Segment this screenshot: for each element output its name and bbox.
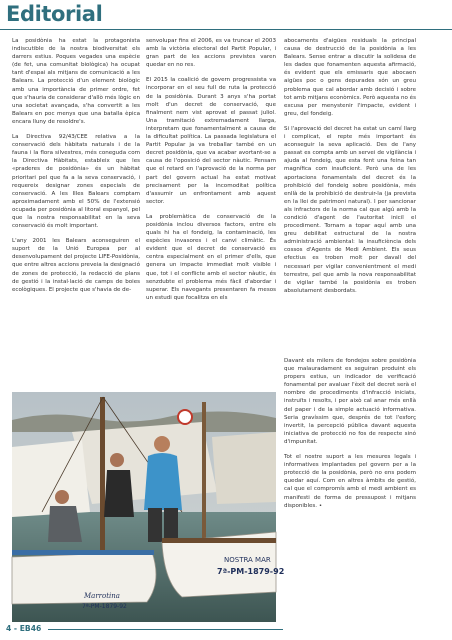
- paragraph: L'any 2001 les Balears aconseguiren el suport de la Unió Europea per al desenvolupament del projecte LIFE-Posidònia, que entre altres accions preveia la designació de zones de protecció, la redacció de plans de gestió i la instal·lació de camps de boies ecològiques. El projecte que s'havia de de-: [12, 238, 140, 293]
- life-ring: [178, 410, 192, 424]
- boat-name: NOSTRA MAR: [224, 556, 271, 564]
- paragraph: Tot el nostre suport a les mesures legals i informatives implantades pel govern per a la protecció de la posidònia, però no ens podem quedar aquí. Com en altres àmbits de gestió, cal que el compromís amb el medi ambient es manifesti de forma de pressupost i mitjans disponibles. •: [284, 454, 416, 509]
- paragraph: Si l'aprovació del decret ha estat un camí llarg i complicat, el repte més important és aconseguir la seva aplicació. Des de l'any passat es compta amb un servei de vigilància i ajuda al fondeig, que esta fent una feina tan magnífica com insuficient. Però una de les aportacions fonamentals del decret és la prohibició del fondeig sobre posidònia, més enllà de la prohibició de destruir-la (ja prevista en la llei de patrimoni natural). I per sancionar als infractors de la norma cal que algú amb la condició d'agent de l'autoritat iniciï el procediment. Tornam a topar aquí amb una greu debilitat estructural de la nostra administració ambiental: la insuficiència dels cossos d'Agents de Medi Ambient. Els seus efectius es troben molt per davall del necessari per vigilar convenientment el medi terrestre, pel que amb la nova responsabilitat de vigilar també la posidònia es troben absolutament desbordats.: [284, 125, 416, 294]
- paragraph: Davant els milers de fondejos sobre posidònia que malauradament es seguiran produint els propers estius, un indicador de verificació fonamental per avaluar l'èxit del decret serà el nombre de procediments d'infracció iniciats, instruïts i resolts, i per això cal anar més enllà del paper i de la simple actuació informativa. Seria gravíssim que, després de tot l'esforç invertit, la percepció pública davant aquesta iniciativa de protecció no fos de respecte sinó d'impunitat.: [284, 358, 416, 445]
- text-column-3: [284, 37, 416, 302]
- harbor-photo-illustration: [12, 392, 285, 622]
- mast: [100, 397, 105, 567]
- boat-name: Marrotina: [84, 592, 120, 600]
- paragraph: senvolupar fins el 2006, es va truncar el 2003 amb la victòria electoral del Partit Popular, i gran part de les accions previstes varen quedar en no res.: [146, 38, 276, 69]
- title-divider: [0, 29, 452, 30]
- paragraph: El 2015 la coalició de govern progressista va incorporar en el seu full de ruta la protecció de la posidònia. Durant 3 anys s'ha portat molt d'un decret de conservació, que finalment nem vist aprovat el passat juliol. Una tramitació extremadament llarga, interpretam que fonamentalment a causa de la dificultat política. La passada legislatura el Partit Popular ja va treballar també en un decret posidònia, que va acabar avortant-se a causa de l'oposició del sector nàutic. Pensam que el retard en l'aprovació de la norma per part del govern actual ha estat motivat precisament per la incomoditat política d'assumir un enfrontament amb aquest sector.: [146, 77, 276, 205]
- sail: [72, 422, 217, 504]
- boat-gunwale: [12, 550, 154, 555]
- paragraph: La problemàtica de conservació de la posidònia inclou diversos factors, entre els quals hi ha el fondeig, la contaminació, les espècies invasores i el canvi climàtic. És evident que el decret de conservació es centra especialment en el primer d'ells, que genera un impacte immediat molt visible i que, tot i el conflicte amb el sector nàutic, és senzdubte el problema més fàcil d'abordar i superar. Els navegants presentaren fa mesos un estudi que focalitza en els: [146, 213, 276, 301]
- text-column-2: [146, 37, 276, 309]
- footer-divider: [48, 629, 283, 630]
- boat-registration: 7ª-PM-1879-92: [217, 567, 285, 576]
- sail: [12, 440, 90, 517]
- page-number: 4 - EB46: [6, 624, 42, 633]
- text-column-3-lower: [284, 357, 416, 517]
- text-column-1: [12, 37, 140, 301]
- paragraph: La posidònia ha estat la protagonista indiscutible de la nostra biodiversitat els darrers estius. Poques vegades una espècie (de fet, una comunitat biològica) ha ocupat tant d'espai als mitjans de comunicació a les Balears. La protecció d'un element biològic amb una importància de primer ordre, fet que s'hauria de considerar d'allò més lògic en una societat avançada, s'ha convertit a les Balears en poc menys que una batalla èpica encara lluny de resoldre's.: [12, 38, 140, 125]
- harbor-photo: [12, 392, 285, 622]
- paragraph: La Directiva 92/43/CEE relativa a la conservació dels hàbitats naturals i de la fauna i la flora silvestres, més coneguda com la Directiva Hàbitats, estableix que les «praderes de posidònia» és un hàbitat prioritari pel que fa a la seva conservació, i requereix designar zones especials de conservació. A les Illes Balears comptam aproximadament amb el 50% de l'extensió ocupada per posidònia al litoral espanyol, pel que la nostra responsabilitat en la seva conservació és molt important.: [12, 134, 140, 230]
- paragraph: abocaments d'aigües residuals la principal causa de destrucció de la posidònia a les Balears. Sense entrar a discutir la solidesa de les dades que fonamenten aquesta afirmació, és evident que els emissaris que abocaen aigües poc o gens depurades són un greu problema que cal abordar amb decisió i sobre tot amb mitjans econòmics. Però aquesta no és excusa per menystenir l'impacte, evident i greu, del fondeig.: [284, 38, 416, 117]
- boat-gunwale: [162, 538, 276, 543]
- boat-registration: 7ª-PM-1879-92: [82, 603, 127, 610]
- page-title: Editorial: [6, 2, 103, 26]
- sail: [212, 432, 276, 504]
- mast: [202, 402, 206, 552]
